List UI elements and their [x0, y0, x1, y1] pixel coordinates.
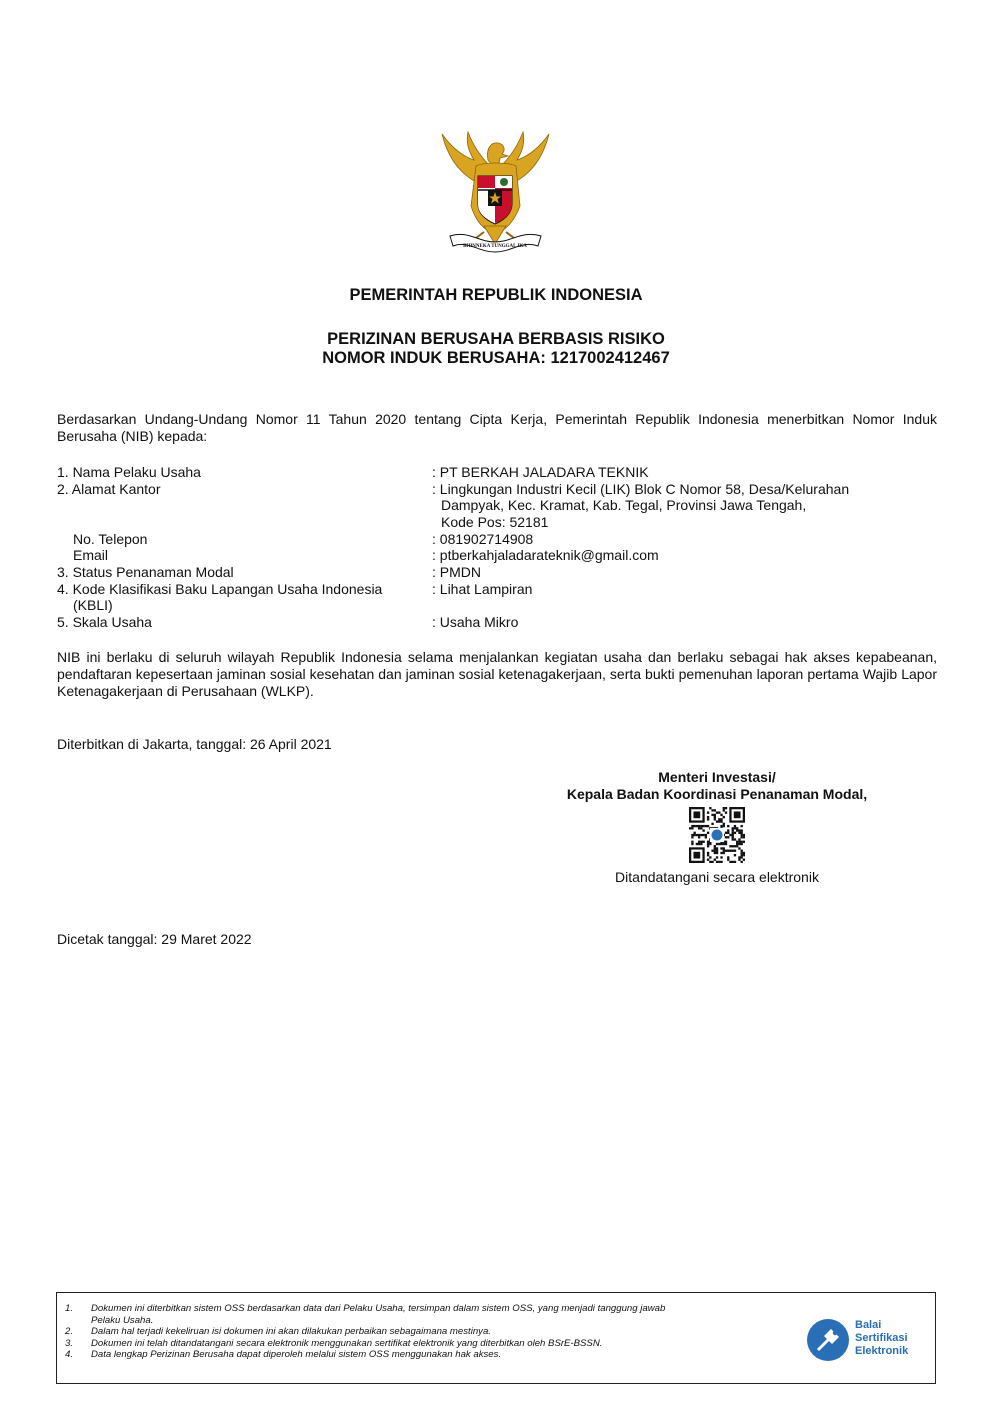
- issued-date: Diterbitkan di Jakarta, tanggal: 26 April 2021: [57, 736, 332, 752]
- bsre-logo-text: Balai Sertifikasi Elektronik: [855, 1319, 909, 1357]
- field-label-email: Email: [73, 547, 109, 563]
- bsre-logo: [805, 1313, 930, 1367]
- field-label-scale: 5. Skala Usaha: [57, 614, 152, 630]
- footer-note: 2. Dalam hal terjadi kekeliruan isi dokumen ini akan dilakukan perbaikan sebagaimana mestinya.: [65, 1326, 491, 1337]
- field-value-address-line2: Dampyak, Kec. Kramat, Kab. Tegal, Provinsi Jawa Tengah,: [441, 497, 807, 513]
- bsre-logo-icon: [805, 1317, 851, 1363]
- signer-block: [500, 769, 934, 803]
- intro-paragraph: Berdasarkan Undang-Undang Nomor 11 Tahun 2020 tentang Cipta Kerja, Pemerintah Republik Indonesia menerbitkan Nomor Induk Berusaha (NIB) kepada:: [57, 411, 937, 444]
- footer-notes-list: [65, 1303, 785, 1361]
- footer-note: 3. Dokumen ini telah ditandatangani secara elektronik menggunakan sertifikat elektronik yang diterbitkan oleh BSrE-BSSN.: [65, 1337, 603, 1349]
- field-label-kbli-line1: 4. Kode Klasifikasi Baku Lapangan Usaha Indonesia: [57, 581, 383, 597]
- field-value-investment: : PMDN: [432, 564, 481, 580]
- field-value-address-line1: : Lingkungan Industri Kecil (LIK) Blok C Nomor 58, Desa/Kelurahan: [432, 481, 850, 497]
- field-value-phone: : 081902714908: [432, 531, 534, 547]
- field-label-investment: 3. Status Penanaman Modal: [57, 564, 234, 580]
- government-title: PEMERINTAH REPUBLIK INDONESIA: [349, 286, 643, 304]
- validity-paragraph: NIB ini berlaku di seluruh wilayah Republik Indonesia selama menjalankan kegiatan usaha dan berlaku sebagai hak akses kepabeanan, pendaftaran kepesertaan jaminan sosial kesehatan dan jaminan sosial ketenagakerjaan, serta bukti pemenuhan laporan pertama Wajib Lapor Ketenagakerjaan di Perusahaan (WLKP).: [57, 649, 937, 699]
- field-value-kbli: : Lihat Lampiran: [432, 581, 533, 597]
- field-label-phone: No. Telepon: [73, 531, 148, 547]
- footer-note: 1. Dokumen ini diterbitkan sistem OSS berdasarkan data dari Pelaku Usaha, tersimpan dalam sistem OSS, yang menjadi tanggung jawab Pelaku Usaha.: [65, 1303, 666, 1326]
- signer-title-line1: Menteri Investasi/: [658, 769, 776, 785]
- field-value-scale: : Usaha Mikro: [432, 614, 519, 630]
- svg-text:BHINNEKA TUNGGAL IKA: BHINNEKA TUNGGAL IKA: [463, 244, 527, 249]
- footer-note: 4. Data lengkap Perizinan Berusaha dapat diperoleh melalui sistem OSS menggunakan hak akses.: [65, 1349, 502, 1360]
- garuda-emblem-icon: [428, 126, 563, 261]
- field-value-address-line3: Kode Pos: 52181: [441, 514, 549, 530]
- signer-title-line2: Kepala Badan Koordinasi Penanaman Modal,: [566, 786, 868, 802]
- printed-date: Dicetak tanggal: 29 Maret 2022: [57, 931, 252, 947]
- field-label-kbli-line2: (KBLI): [73, 597, 113, 613]
- field-value-email: : ptberkahjaladarateknik@gmail.com: [432, 547, 659, 563]
- field-label-name: 1. Nama Pelaku Usaha: [57, 464, 201, 480]
- nib-number-title: NOMOR INDUK BERUSAHA: 1217002412467: [322, 349, 670, 367]
- electronic-signature-note: Ditandatangani secara elektronik: [615, 869, 819, 885]
- permit-title: PERIZINAN BERUSAHA BERBASIS RISIKO: [327, 330, 665, 348]
- field-label-address: 2. Alamat Kantor: [57, 481, 161, 497]
- qr-code-icon: [689, 807, 745, 863]
- field-value-name: : PT BERKAH JALADARA TEKNIK: [432, 464, 649, 480]
- footer-notes-box: [56, 1292, 936, 1384]
